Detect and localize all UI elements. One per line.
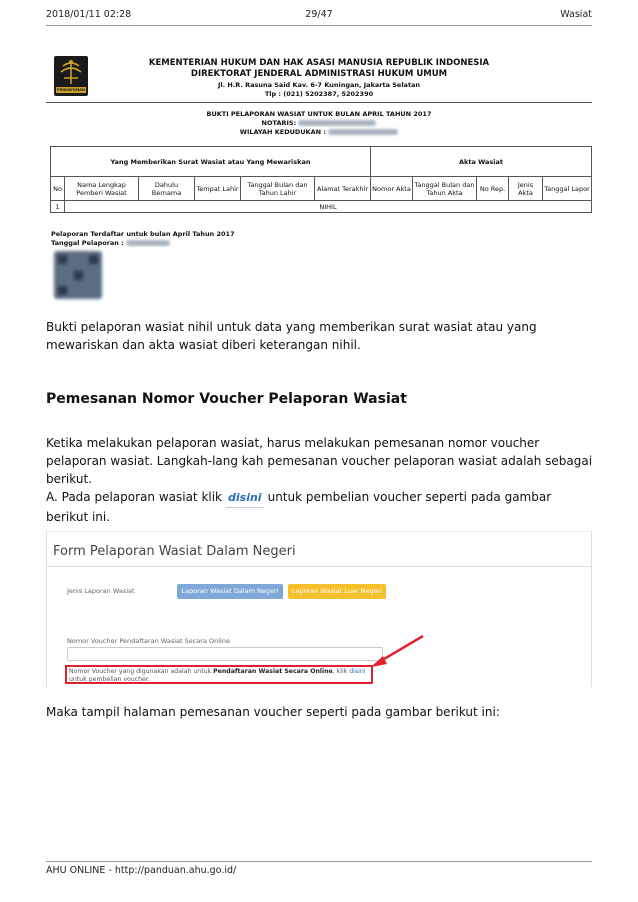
paragraph-nihil: Bukti pelaporan wasiat nihil untuk data yang memberikan surat wasiat atau yang mewariskan dan akta wasiat diberi keterangan nihil. [46, 320, 537, 352]
ministry-name: KEMENTERIAN HUKUM DAN HAK ASASI MANUSIA REPUBLIK INDONESIA [148, 58, 490, 68]
col-header: No [51, 177, 65, 201]
col-header: Tanggal Lapor [543, 177, 592, 201]
step-a-text: A. Pada pelaporan wasiat klik [46, 490, 223, 504]
header-datetime: 2018/01/11 02:28 [46, 9, 132, 20]
page-footer: AHU ONLINE - http://panduan.ahu.go.id/ [46, 861, 592, 876]
group-header-pemberi: Yang Memberikan Surat Wasiat atau Yang Mewariskan [51, 147, 371, 177]
form-title: Form Pelaporan Wasiat Dalam Negeri [53, 544, 296, 559]
note-disini-link[interactable]: disini [349, 668, 366, 675]
qr-code-icon [54, 251, 102, 299]
report-table [50, 146, 592, 213]
wilayah-label: WILAYAH KEDUDUKAN : [239, 128, 326, 136]
paragraph-intro: Ketika melakukan pelaporan wasiat, harus melakukan pemesanan nomor voucher pelaporan wasiat. Langkah-lang kah pemesanan voucher pelaporan wasiat adalah sebagai berikut. [46, 436, 593, 486]
form-divider [47, 566, 593, 567]
col-header: Dahulu Bernama [139, 177, 195, 201]
col-header: Tempat Lahir [195, 177, 241, 201]
note-post: untuk pembelian voucher. [69, 675, 150, 683]
wilayah-redacted [328, 129, 398, 135]
logo-band: PENGAYOMAN [57, 88, 85, 92]
tanggal-redacted [126, 240, 170, 246]
ministry-address: Jl. H.R. Rasuna Said Kav. 6-7 Kuningan, Jakarta Selatan [217, 81, 421, 89]
col-header: Nomor Akta [371, 177, 413, 201]
ministry-phone: Tlp : (021) 5202387, 5202390 [264, 90, 374, 98]
nomor-voucher-input[interactable] [67, 647, 383, 661]
nomor-voucher-label: Nomor Voucher Pendaftaran Wasiat Secara Online [67, 637, 230, 645]
paragraph-step-a [46, 488, 594, 526]
paragraph-result: Maka tampil halaman pemesanan voucher seperti pada gambar berikut ini: [46, 705, 500, 719]
step-a-text-post: untuk pembelian voucher seperti pada gambar berikut ini. [46, 490, 552, 524]
col-header: Alamat Terakhir [315, 177, 371, 201]
notaris-label: NOTARIS: [261, 119, 297, 127]
letterhead-divider [46, 102, 592, 103]
row-number: 1 [51, 201, 65, 213]
form-screenshot [46, 531, 592, 687]
section-heading: Pemesanan Nomor Voucher Pelaporan Wasiat [46, 391, 407, 407]
table-row [51, 201, 592, 213]
report-title-block [46, 110, 592, 137]
jenis-label: Jenis Laporan Wasiat [67, 587, 135, 595]
col-header: No Rep. [477, 177, 509, 201]
row-value-nihil: NIHIL [65, 201, 592, 213]
header-section: Wasiat [560, 9, 592, 20]
header-page-number: 29/47 [305, 9, 333, 20]
directorate-name: DIREKTORAT JENDERAL ADMINISTRASI HUKUM UMUM [190, 69, 448, 79]
col-header: Jenis Akta [509, 177, 543, 201]
col-header: Tanggal Bulan dan Tahun Akta [413, 177, 477, 201]
note-mid: , klik [332, 668, 348, 675]
disini-link[interactable]: disini [226, 489, 264, 508]
page-header [46, 8, 592, 26]
group-header-akta: Akta Wasiat [371, 147, 592, 177]
note-bold: Pendaftaran Wasiat Secara Online [213, 668, 333, 675]
col-header: Tanggal Bulan dan Tahun Lahir [241, 177, 315, 201]
notaris-redacted [298, 120, 376, 126]
tanggal-label: Tanggal Pelaporan : [51, 239, 124, 247]
red-arrow-icon [367, 632, 427, 672]
col-header: Nama Lengkap Pemberi Wasiat [65, 177, 139, 201]
report-title: BUKTI PELAPORAN WASIAT UNTUK BULAN APRIL TAHUN 2017 [206, 110, 432, 118]
note-text: Nomor Voucher yang digunakan adalah untuk [69, 668, 212, 675]
registration-info [51, 230, 235, 248]
voucher-note [65, 665, 373, 684]
laporan-luar-negeri-button[interactable]: Laporan Wasiat Luar Negeri [288, 584, 386, 599]
terdaftar-text: Pelaporan Terdaftar untuk bulan April Tahun 2017 [51, 230, 235, 238]
laporan-dalam-negeri-button[interactable]: Laporan Wasiat Dalam Negeri [177, 584, 283, 599]
ministry-letterhead [46, 58, 592, 98]
